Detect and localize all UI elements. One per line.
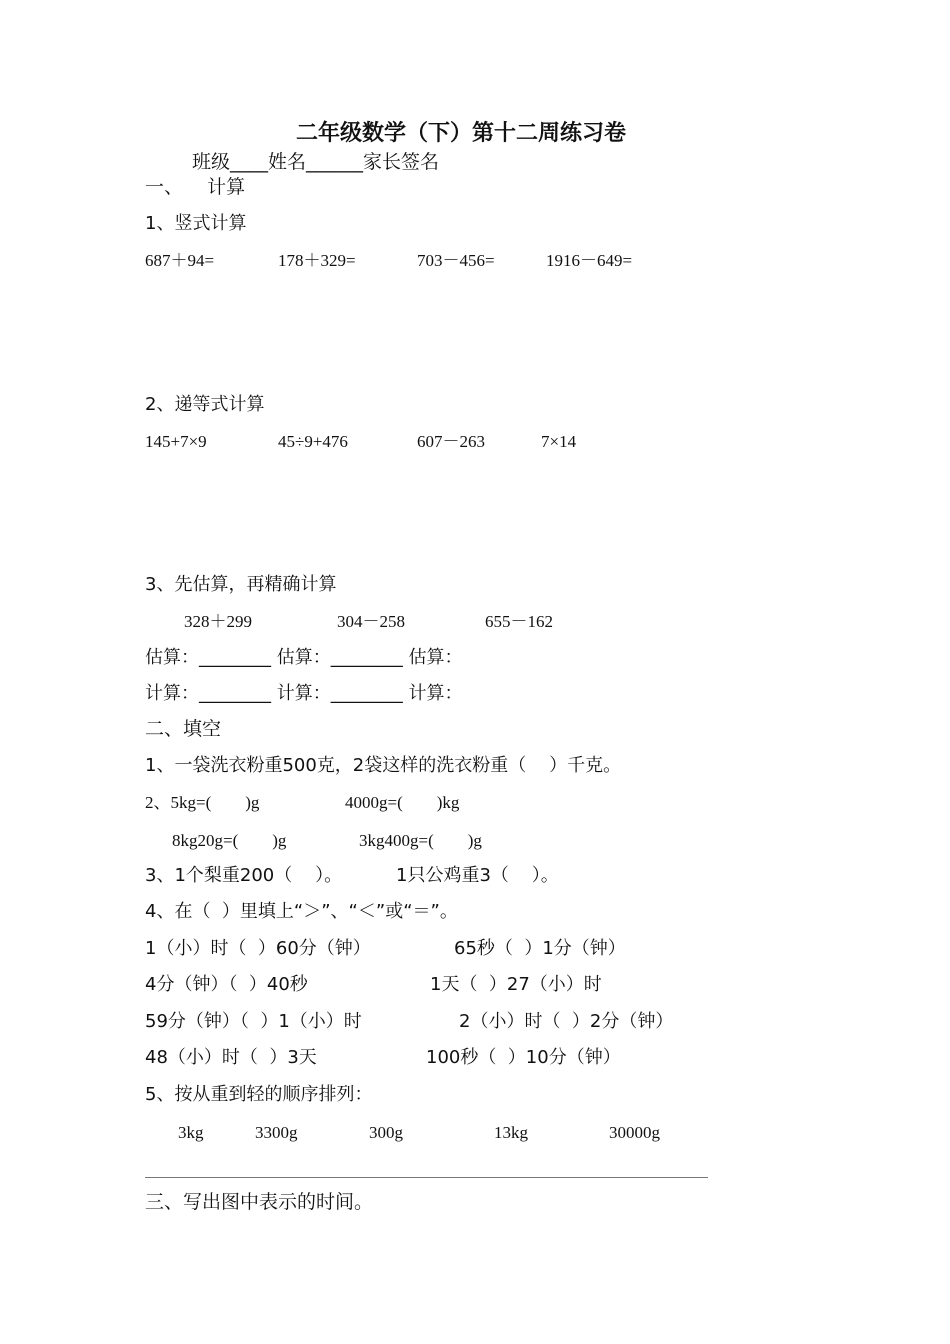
stepwise-calc-item: 7×14	[541, 432, 577, 451]
fill-q2-item: 4000g=( )kg	[345, 793, 460, 812]
fill-q2-item: 2、5kg=( )g	[145, 793, 260, 812]
fill-q3-item: 1只公鸡重3（ ）。	[396, 865, 559, 886]
section2-heading: 二、填空	[145, 718, 222, 740]
compare-item: 1天（ ）27（小）时	[430, 974, 602, 995]
compare-item: 2（小）时（ ）2分（钟）	[459, 1011, 674, 1032]
fill-q3-item: 3、1个梨重200（ ）。	[145, 865, 343, 886]
weight-item: 13kg	[494, 1123, 528, 1142]
stepwise-calc-item: 607－263	[417, 432, 485, 451]
weight-item: 30000g	[609, 1123, 660, 1142]
estimate-item: 304－258	[337, 612, 405, 631]
student-info-line: 班级____姓名______家长签名	[192, 151, 440, 173]
fill-q2-item: 8kg20g=( )g	[172, 831, 287, 850]
vertical-calc-item: 1916－649=	[546, 251, 633, 270]
vertical-calc-item: 687＋94=	[145, 251, 215, 270]
weight-item: 3kg	[178, 1123, 204, 1142]
stepwise-calc-item: 45÷9+476	[278, 432, 348, 451]
q1-label: 1、竖式计算	[145, 213, 247, 234]
compare-item: 100秒（ ）10分（钟）	[426, 1047, 621, 1068]
section-divider	[145, 1177, 708, 1178]
estimate-item: 655－162	[485, 612, 553, 631]
estimate-item: 328＋299	[184, 612, 252, 631]
vertical-calc-item: 178＋329=	[278, 251, 356, 270]
fill-q1: 1、一袋洗衣粉重500克，2袋这样的洗衣粉重（ ）千克。	[145, 755, 622, 776]
q3-label: 3、先估算，再精确计算	[145, 574, 337, 595]
fill-q4-label: 4、在（ ）里填上“＞”、“＜”或“＝”。	[145, 901, 458, 922]
weight-item: 3300g	[255, 1123, 298, 1142]
compare-item: 48（小）时（ ）3天	[145, 1047, 317, 1068]
calculate-row: 计算：________ 计算：________ 计算：	[145, 683, 463, 704]
compare-item: 1（小）时（ ）60分（钟）	[145, 938, 371, 959]
fill-q5-label: 5、按从重到轻的顺序排列：	[145, 1084, 373, 1105]
estimate-row: 估算：________ 估算：________ 估算：	[145, 647, 463, 668]
stepwise-calc-item: 145+7×9	[145, 432, 207, 451]
page-title: 二年级数学（下）第十二周练习卷	[296, 121, 627, 146]
section1-heading: 一、 计算	[145, 176, 246, 198]
compare-item: 65秒（ ）1分（钟）	[454, 938, 626, 959]
compare-item: 4分（钟）（ ）40秒	[145, 974, 308, 995]
compare-item: 59分（钟）（ ）1（小）时	[145, 1011, 362, 1032]
fill-q2-item: 3kg400g=( )g	[359, 831, 482, 850]
weight-item: 300g	[369, 1123, 403, 1142]
section3-heading: 三、写出图中表示的时间。	[145, 1191, 374, 1213]
q2-label: 2、递等式计算	[145, 394, 265, 415]
vertical-calc-item: 703－456=	[417, 251, 495, 270]
